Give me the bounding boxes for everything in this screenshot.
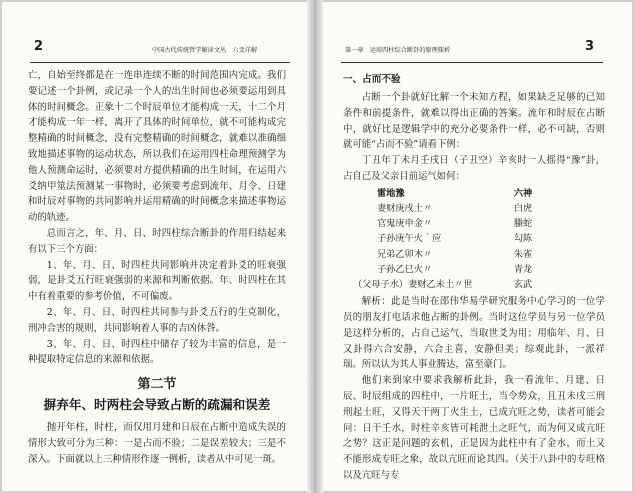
left-page <box>2 2 307 491</box>
line-text: 官鬼庚申金 <box>377 218 423 230</box>
line-mark: 〃 <box>422 202 433 214</box>
hexagram-line <box>343 231 605 246</box>
paragraph: 抛开年柱，时柱，而仅用月建和日辰在占断中造成失误的情形大致可分为三种：一是占而不验；二是误差较大；三是不深入。下面就以上三种情形作逐一例析，读者从中可见一斑。 <box>28 422 286 465</box>
line-mark: 〃世 <box>454 279 473 290</box>
hexagram-line <box>343 247 605 262</box>
paragraph: 占断一个卦就好比解一个未知方程，如果缺乏足够的已知条件和前提条件，就难以得出正确的答案。流年和时辰在占断中，就好比是逻辑学中的充分必要条件一样，必不可缺，否则就可能“占而不验”请看下例： <box>343 92 605 151</box>
six-god: 白虎 <box>513 202 533 214</box>
section-title: 摒弃年、时两柱会导致占断的疏漏和误差 <box>43 397 271 413</box>
line-mark: ｀应 <box>422 233 442 245</box>
six-god: 朱雀 <box>513 248 533 260</box>
running-header: 第一章 运用四柱综合断卦的原理探析 <box>345 47 451 54</box>
hexagram-line <box>343 277 605 292</box>
line-text: （父母子水）妻财乙未土 <box>353 279 455 290</box>
paragraph: 他们来到家中要求我解析此卦，我一看流年、月建、日辰、时辰组成的四柱中，一片旺土，当令势众，且丑未戌三刑刑起土旺，又得天干两丁火生土，已成亢旺之势，读者可能会问：日干壬水，时柱辛亥皆可耗泄土之旺气，而为何又成亢旺之势？这正是问题的玄机，正是因为此柱中有了金水，而土又不能形成专旺之象，故以亢旺而论其四。（关于八卦中的专旺格以及亢旺与专 <box>343 375 605 481</box>
line-mark: 〃 <box>422 263 433 275</box>
paragraph: 丁丑年丁未月壬戌日（子丑空）辛亥时一人摇得“豫”卦，占自己及父亲目前运气如何： <box>343 155 605 182</box>
line-mark: 〃 <box>422 218 433 230</box>
line-mark: 〃 <box>422 248 433 260</box>
list-item: 3、年、月、日、时四柱中储存了较为丰富的信息，是一种提取特定信息的来源和依据。 <box>28 338 286 366</box>
line-text: 妻财庚戌土 <box>377 202 423 214</box>
list-item: 1、年、月、日、时四柱共同影响并决定着卦爻的旺衰强弱，是卦爻五行旺衰强弱的来源和判断依据。年、时四柱在其中有着重要的参考价值，不可偏废。 <box>28 259 286 303</box>
left-body <box>28 68 286 468</box>
hexagram-name: 雷地豫 <box>377 187 405 199</box>
six-god: 螣蛇 <box>513 218 533 230</box>
six-god: 勾陈 <box>513 233 533 245</box>
section-number: 第二节 <box>137 377 177 393</box>
header-rule <box>341 62 603 63</box>
six-gods-header: 六神 <box>513 187 533 199</box>
hexagram-line <box>343 216 605 231</box>
six-god: 玄武 <box>513 279 533 290</box>
book-gutter <box>307 0 323 493</box>
paragraph: 亡，自始至终都是在一连串连续不断的时间范围内完成。我们要记述一个卦例，或记录一个人的出生时间也必须要运用到具体的时间概念。正象十二个时辰单位才能构成一天，十二个月才能构成一年一样，离开了具体的时间单位，就不可能构成完整精确的时间概念，没有完整精确的时间概念，就难以准确细致地描述事物的运动状态，所以我们在运用四柱命理预测学为他人预测命运时，必须要对方提供精确的出生时间，在运用六爻纳甲筮法预测某一事物时，必须要考虑到流年、月令、日建和时辰对事物的共同影响并运用精确的时间概念来描述事物运动的轨迹。 <box>28 70 286 224</box>
hexagram-line <box>343 262 605 277</box>
header-rule <box>30 62 290 63</box>
right-body <box>343 68 605 484</box>
list-item: 2、年、月、日、时四柱共同参与卦爻五行的生克制化，刑冲合害的规则，共同影响着人事的吉凶休咎。 <box>28 306 286 334</box>
analysis-paragraph: 解析：此是当时在邵伟华易学研究服务中心学习的一位学员的朋友打电话求他占断的卦例。当时这位学员与另一位学员是这样分析的，占自己运气，当取世爻为用；用临年、月、日又卦得六合安静，六合主喜，安静但美；综观此卦，一派祥瑞。所以认为其人事业腾达，富至豪门。 <box>343 296 605 371</box>
paragraph: 总而言之，年、月、日、时四柱综合断卦的作用归结起来有以下三个方面： <box>28 227 286 255</box>
page-number: 3 <box>585 39 595 54</box>
hexagram-line <box>343 201 605 216</box>
six-god: 青龙 <box>513 263 533 275</box>
hexagram-table <box>343 186 605 292</box>
right-page <box>323 2 632 491</box>
page-number: 2 <box>34 39 44 54</box>
line-text: 子孙乙巳火 <box>377 263 423 275</box>
line-text: 兄弟乙卯木 <box>377 248 423 260</box>
line-text: 子孙庚午火 <box>377 233 423 245</box>
hexagram-header <box>343 186 605 201</box>
running-header: 中国古代传统哲学解读文丛 六爻详解 <box>152 47 258 54</box>
subheading: 一、占而不验 <box>343 74 401 85</box>
